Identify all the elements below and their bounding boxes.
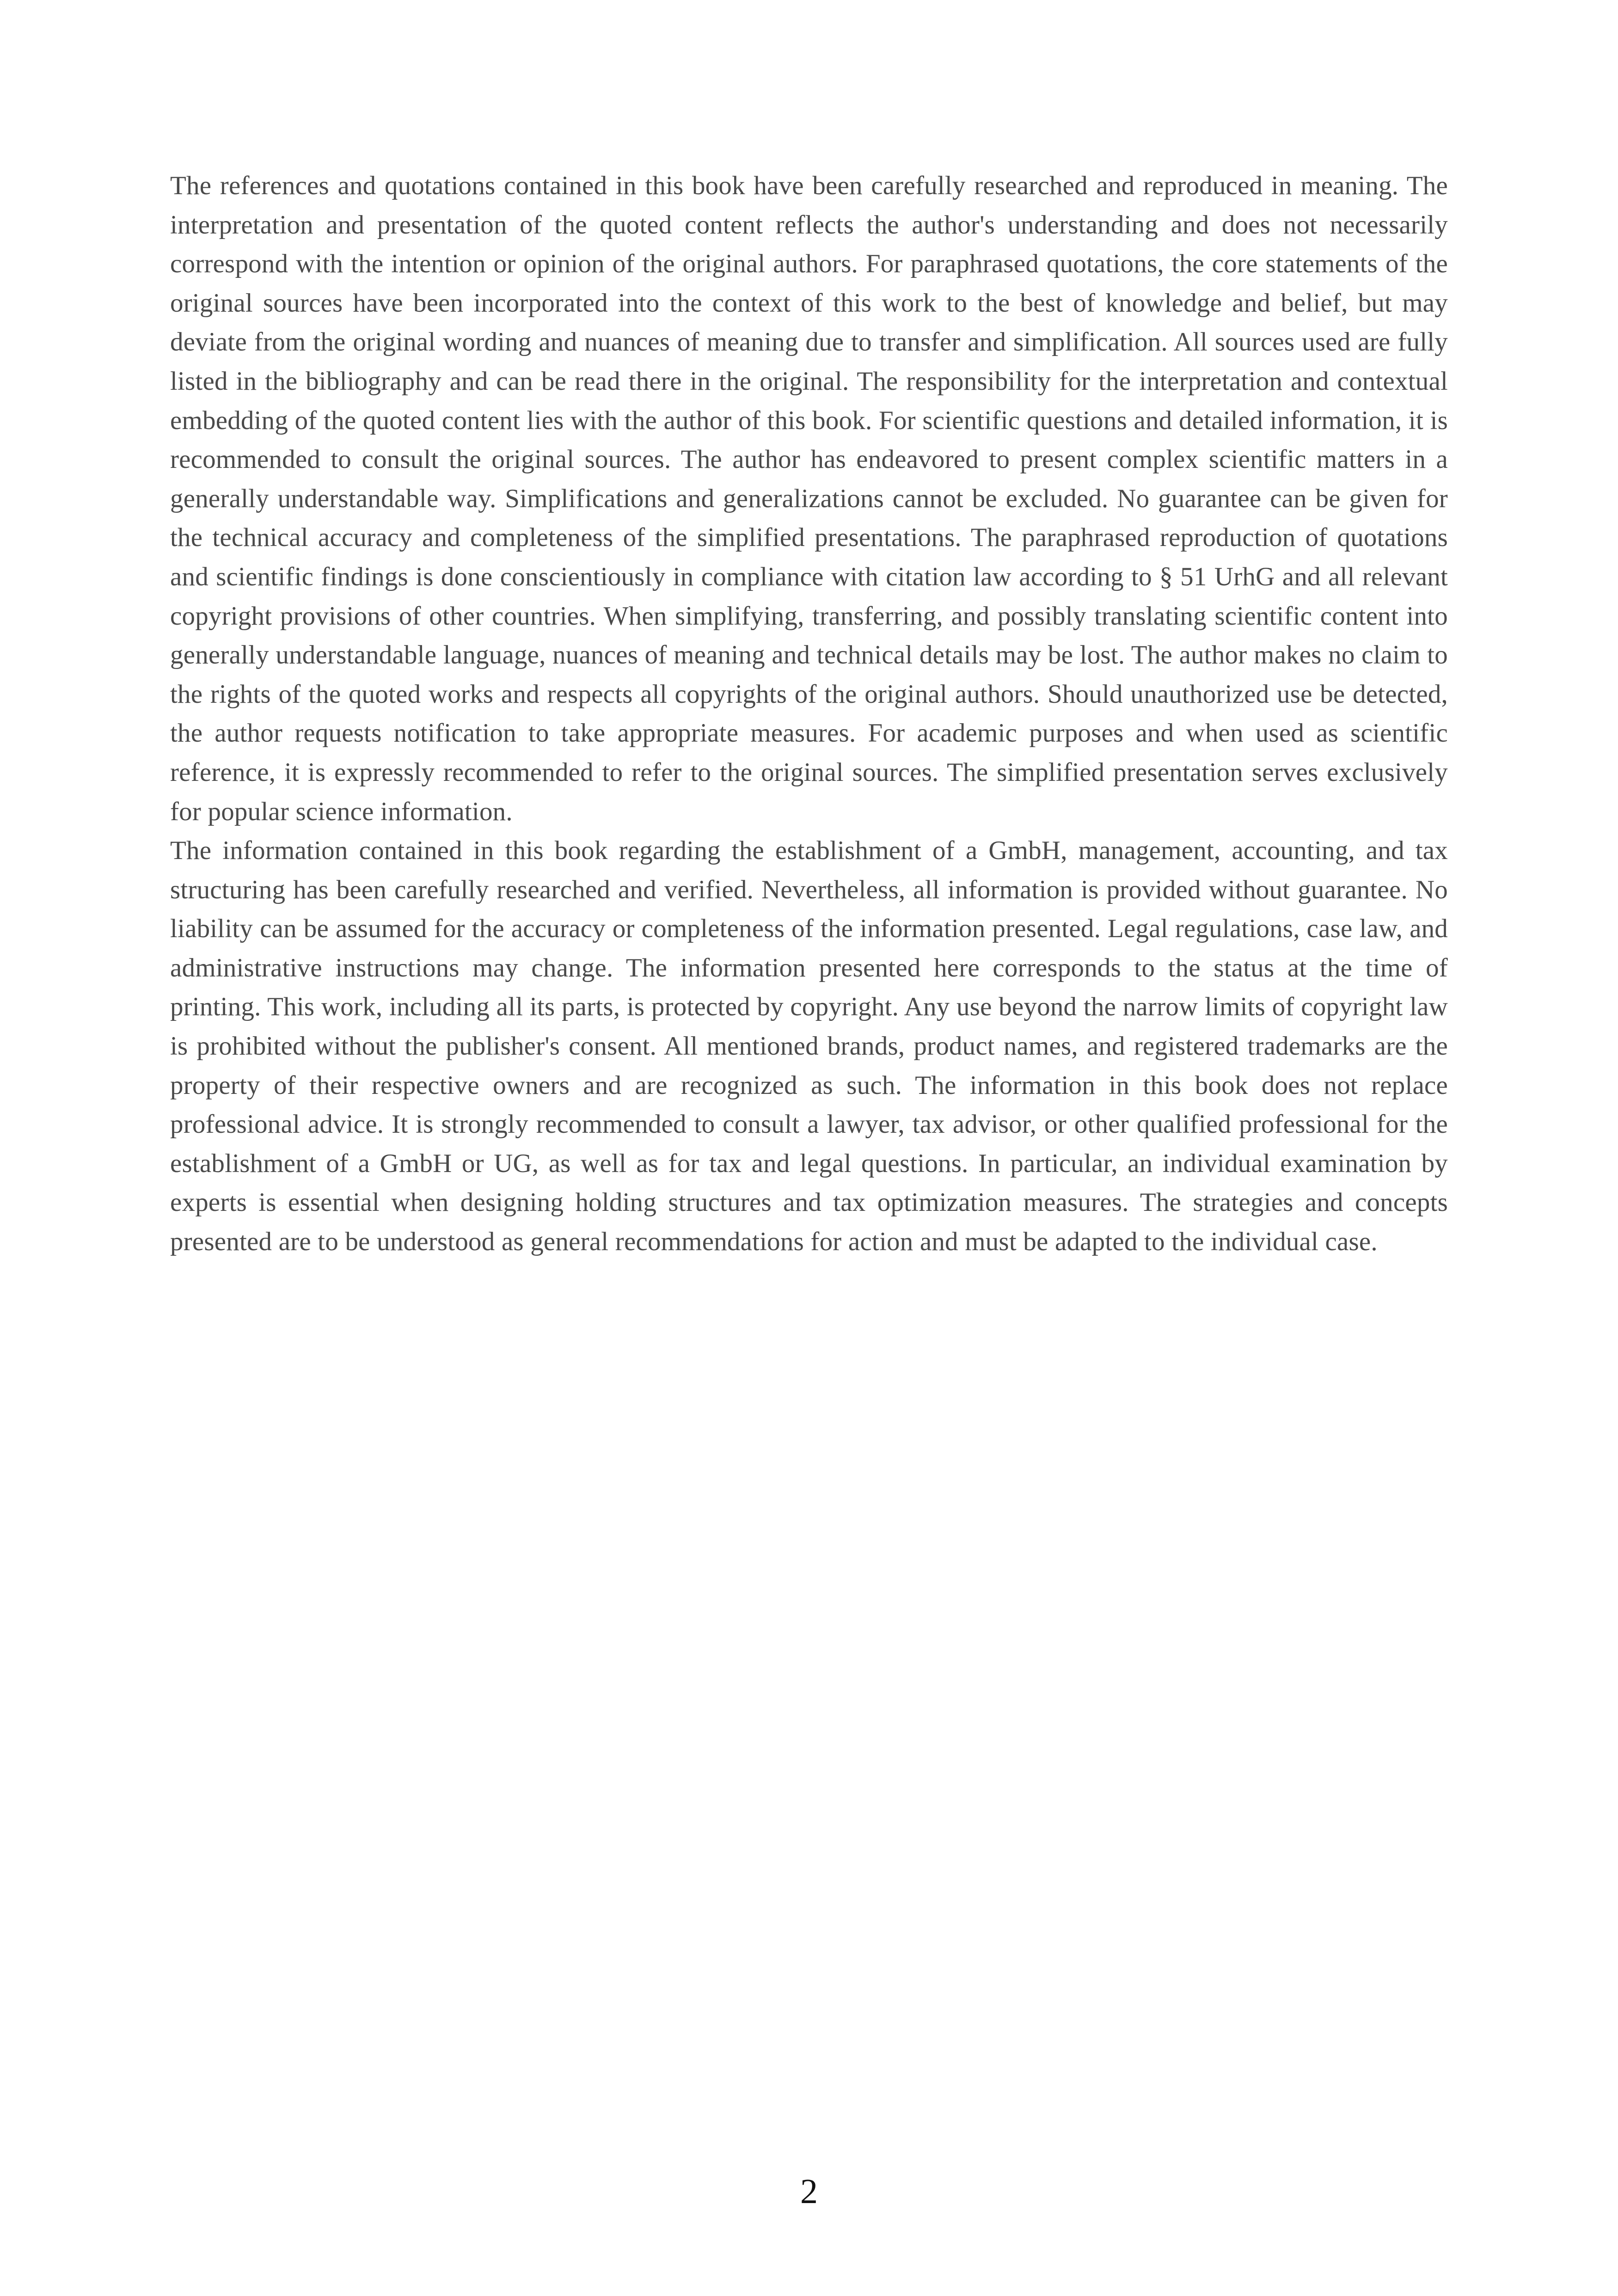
body-text — [170, 166, 1448, 1262]
page-number: 2 — [800, 2172, 818, 2211]
paragraph-sources-disclaimer: The references and quotations contained in this book have been carefully researched and reproduced in meaning. The interpretation and presentation of the quoted content reflects the author's understanding and does not necessarily correspond with the intention or opinion of the original authors. For paraphrased quotations, the core statements of the original sources have been incorporated into the context of this work to the best of knowledge and belief, but may deviate from the original wording and nuances of meaning due to transfer and simplification. All sources used are fully listed in the bibliography and can be read there in the original. The responsibility for the interpretation and contextual embedding of the quoted content lies with the author of this book. For scientific questions and detailed information, it is recommended to consult the original sources. The author has endeavored to present complex scientific matters in a generally understandable way. Simplifications and generalizations cannot be excluded. No guarantee can be given for the technical accuracy and completeness of the simplified presentations. The paraphrased reproduction of quotations and scientific findings is done conscientiously in compliance with citation law according to § 51 UrhG and all relevant copyright provisions of other countries. When simplifying, transferring, and possibly translating scientific content into generally understandable language, nuances of meaning and technical details may be lost. The author makes no claim to the rights of the quoted works and respects all copyrights of the original authors. Should unauthorized use be detected, the author requests notification to take appropriate measures. For academic purposes and when used as scientific reference, it is expressly recommended to refer to the original sources. The simplified presentation serves exclusively for popular science information. — [170, 171, 1448, 826]
paragraph-liability-disclaimer: The information contained in this book regarding the establishment of a GmbH, management, accounting, and tax structuring has been carefully researched and verified. Nevertheless, all information is provided without guarantee. No liability can be assumed for the accuracy or completeness of the information presented. Legal regulations, case law, and administrative instructions may change. The information presented here corresponds to the status at the time of printing. This work, including all its parts, is protected by copyright. Any use beyond the narrow limits of copyright law is prohibited without the publisher's consent. All mentioned brands, product names, and registered trademarks are the property of their respective owners and are recognized as such. The information in this book does not replace professional advice. It is strongly recommended to consult a lawyer, tax advisor, or other qualified professional for the establishment of a GmbH or UG, as well as for tax and legal questions. In particular, an individual examination by experts is essential when designing holding structures and tax optimization measures. The strategies and concepts presented are to be understood as general recommendations for action and must be adapted to the individual case. — [170, 836, 1448, 1257]
